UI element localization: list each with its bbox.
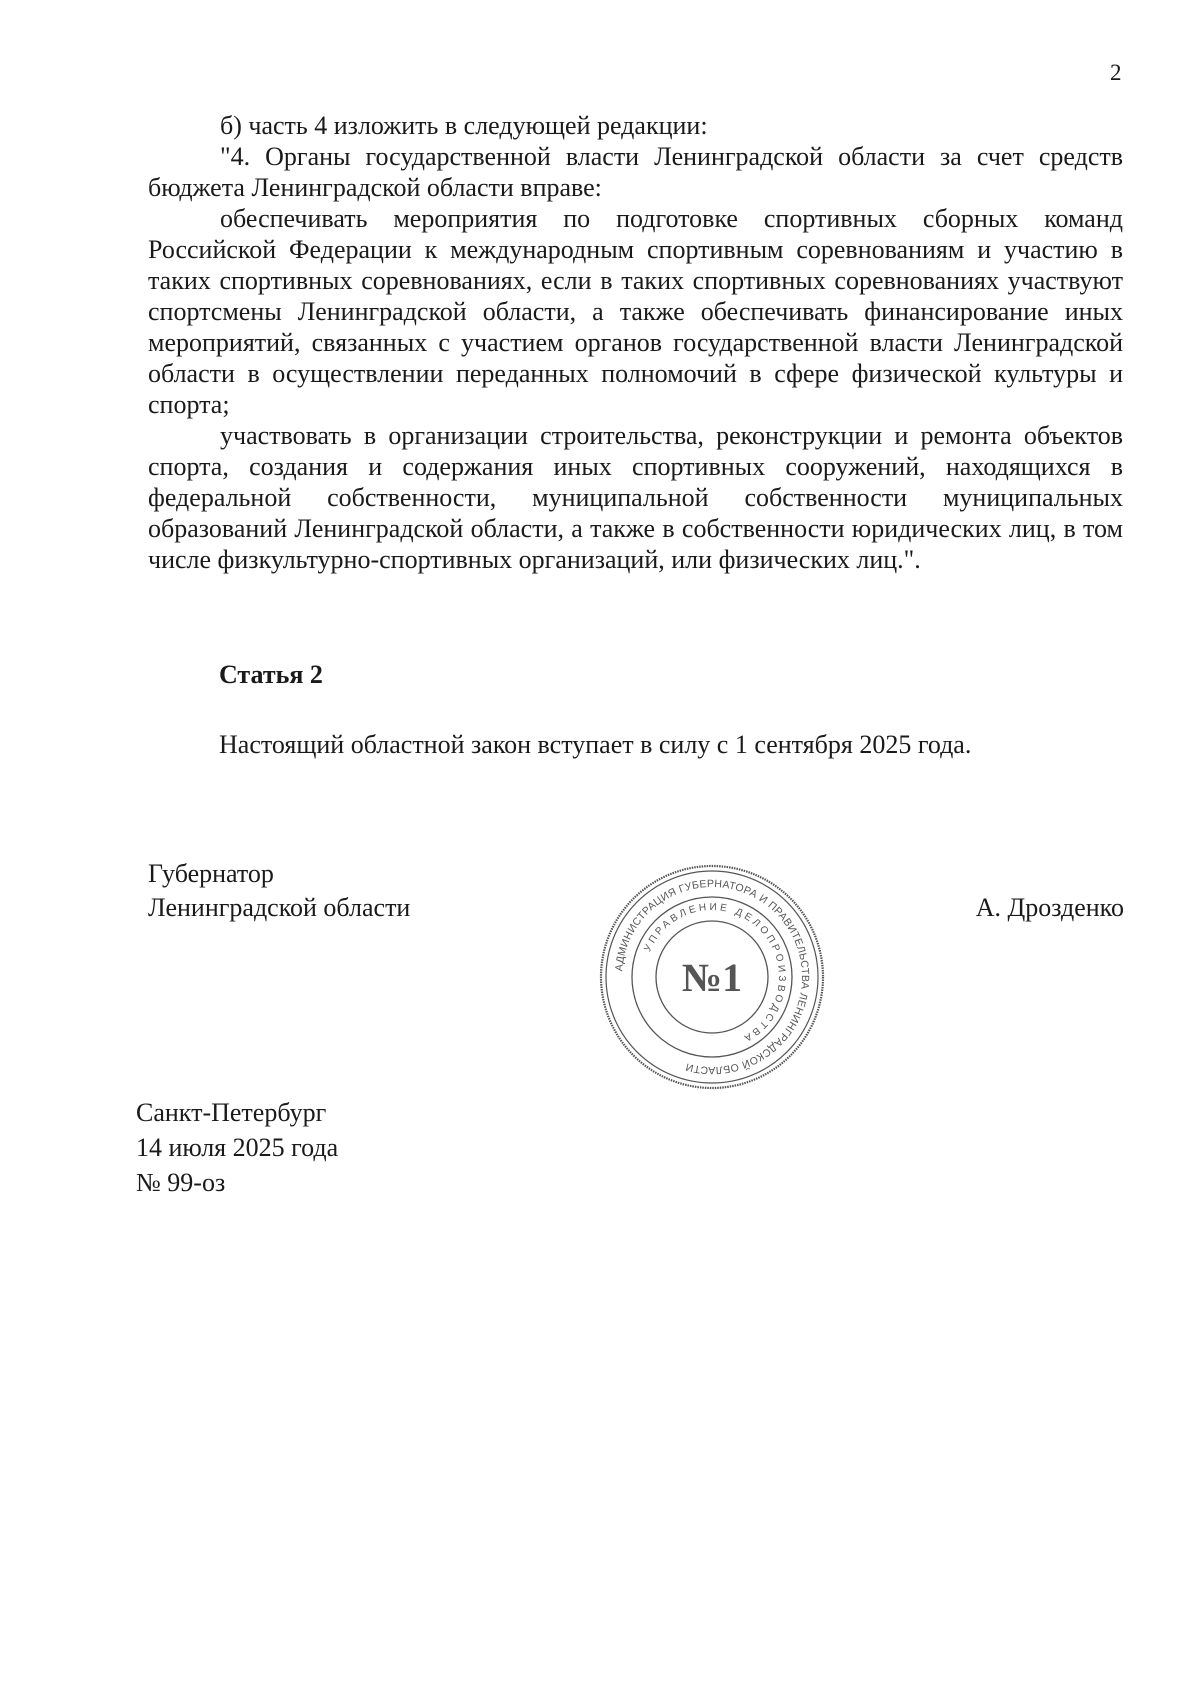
signatory-name: А. Дрозденко: [975, 893, 1124, 922]
paragraph: обеспечивать мероприятия по подготовке спортивных сборных команд Российской Федерации к международным спортивным соревнованиям и участию в таких спортивных соревнованиях, если в таких спортивных соревнованиях участвуют спортсмены Ленинградской области, а также обеспечивать финансирование иных мероприятий, связанных с участием органов государственной власти Ленинградской области в осуществлении переданных полномочий в сфере физической культуры и спорта;: [148, 204, 1123, 419]
date: 14 июля 2025 года: [136, 1133, 339, 1162]
article-heading: Статья 2: [219, 660, 323, 689]
amendment-text: [148, 110, 1123, 575]
signatory-title-line: Ленинградской области: [148, 893, 411, 922]
page-number: 2: [1110, 60, 1122, 85]
seal-outer-text: АДМИНИСТРАЦИЯ ГУБЕРНАТОРА И ПРАВИТЕЛЬСТВА ЛЕНИНГРАДСКОЙ ОБЛАСТИ: [613, 877, 812, 1077]
seal-inner-text: УПРАВЛЕНИЕ ДЕЛОПРОИЗВОДСТВА: [642, 901, 788, 1045]
law-number: № 99-оз: [136, 1168, 226, 1197]
place-date-number: [136, 1095, 338, 1200]
paragraph: "4. Органы государственной власти Ленинградской области за счет средств бюджета Ленинградской области вправе:: [148, 142, 1123, 202]
article-text: Настоящий областной закон вступает в силу с 1 сентября 2025 года.: [219, 730, 972, 759]
signatory-title: [148, 857, 410, 925]
paragraph: б) часть 4 изложить в следующей редакции:: [220, 111, 708, 140]
city: Санкт-Петербург: [136, 1098, 327, 1127]
official-seal-stamp: [597, 862, 827, 1092]
seal-center-number: №1: [681, 955, 743, 1000]
signatory-title-line: Губернатор: [148, 859, 274, 888]
paragraph: участвовать в организации строительства, реконструкции и ремонта объектов спорта, создания и содержания иных спортивных сооружений, находящихся в федеральной собственности, муниципальной собственности муниципальных образований Ленинградской области, а также в собственности юридических лиц, в том числе физкультурно-спортивных организаций, или физических лиц.".: [148, 421, 1123, 574]
